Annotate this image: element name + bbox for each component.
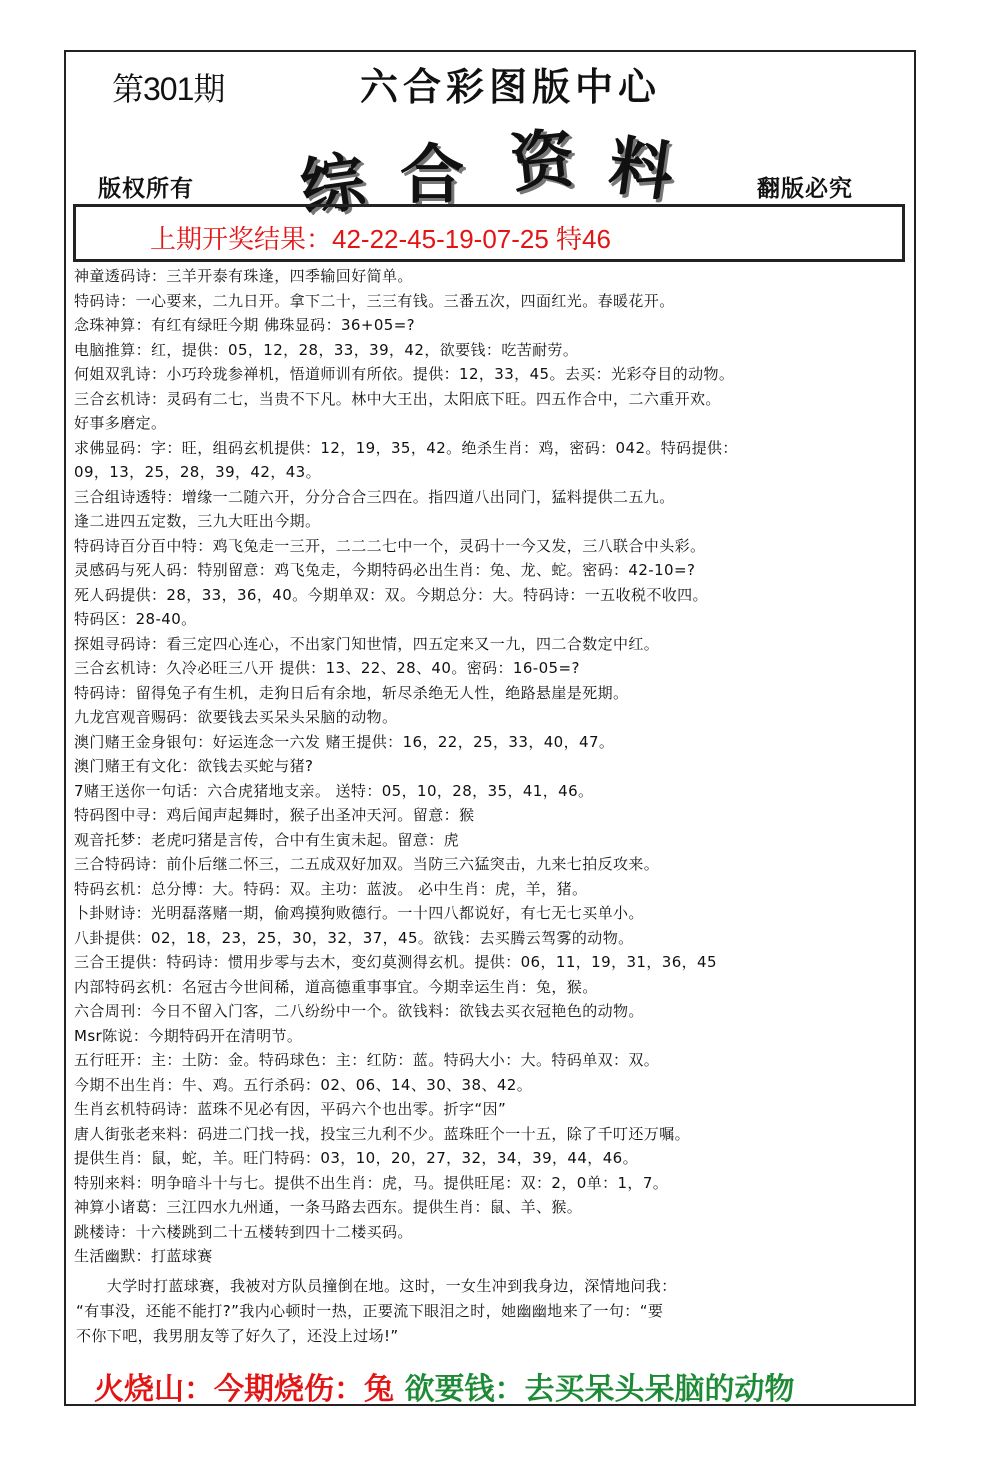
masthead-title: 六合彩图版中心: [360, 64, 662, 109]
tip-line: 特码诗：留得兔子有生机，走狗日后有余地，斩尽杀绝无人性，绝路悬崖是死期。: [74, 683, 629, 702]
story-line: 大学时打蓝球赛，我被对方队员撞倒在地。这时，一女生冲到我身边，深情地问我：: [76, 1277, 677, 1295]
tip-line: 三合王提供：特码诗：惯用步零与去木，变幻莫测得玄机。提供：06，11，19，31，36，45: [74, 953, 717, 971]
tip-line: 唐人街张老来料：码进二门找一找，投宝三九利不少。蓝珠旺个一十五，除了千叮还万嘱。: [74, 1124, 691, 1143]
tip-line: 念珠神算：有红有绿旺今期 佛珠显码：36+05=?: [74, 316, 416, 334]
tip-line: 死人码提供：28，33，36，40。今期单双：双。今期总分：大。特码诗：一五收税不收四。: [74, 585, 708, 604]
tip-line: 三合玄机诗：灵码有二七，当贵不下凡。林中大王出，太阳底下旺。四五作合中，二六重开欢。: [74, 389, 721, 408]
tip-line: 好事多磨定。: [74, 414, 167, 432]
copyright-label: 版权所有: [98, 175, 194, 202]
footer-burn-text: 火烧山：今期烧伤：兔: [94, 1372, 394, 1407]
tip-line: 何姐双乳诗：小巧玲珑参禅机，悟道师训有所依。提供：12，33，45。去买：光彩夺目的动物。: [74, 365, 735, 383]
tip-line: 澳门赌王金身银句：好运连念一六发 赌王提供：16，22，25，33，40，47。: [74, 732, 615, 751]
tip-line: 三合玄机诗：久冷必旺三八开 提供：13、22、28、40。密码：16-05=?: [74, 659, 580, 677]
issue-number: 第301期: [112, 71, 225, 107]
tip-line: 观音托梦：老虎叼猪是言传，合中有生寅未起。留意：虎: [74, 830, 460, 849]
tip-line: 神童透码诗：三羊开泰有珠逢，四季输回好简单。: [74, 267, 413, 285]
story-line: “有事没，还能不能打?”我内心顿时一热，正要流下眼泪之时，她幽幽地来了一句：“要: [76, 1302, 664, 1320]
tip-line: 跳楼诗：十六楼跳到二十五楼转到四十二楼买码。: [74, 1222, 413, 1241]
tip-line: 三合特码诗：前仆后继二怀三，二五成双好加双。当防三六猛突击，九来七拍反攻来。: [74, 855, 660, 873]
footer-money-text: 欲要钱：去买呆头呆脑的动物: [394, 1372, 795, 1407]
tip-line: 八卦提供：02，18，23，25，30，32，37，45。欲钱：去买腾云驾雾的动物。: [74, 928, 634, 947]
tip-line: 09，13，25，28，39，42，43。: [74, 463, 322, 481]
tip-line: 生活幽默：打蓝球赛: [74, 1247, 213, 1265]
tip-line: 卜卦财诗：光明磊落赌一期，偷鸡摸狗败德行。一十四八都说好，有七无七买单小。: [74, 904, 644, 922]
last-result-box: [73, 204, 905, 262]
tip-line: 特码图中寻：鸡后闻声起舞时，猴子出圣冲天河。留意：猴: [74, 806, 475, 824]
tip-line: 特码玄机：总分博：大。特码：双。主功：蓝波。 必中生肖：虎，羊，猪。: [74, 879, 588, 898]
big-title: [295, 112, 720, 228]
big-title-char: 资: [506, 120, 579, 203]
tip-line: 求佛显码：字：旺，组码玄机提供：12，19，35，42。绝杀生肖：鸡，密码：042。特码提供：: [74, 438, 738, 457]
footer-banner: [94, 1364, 794, 1408]
tip-line: Msr陈说：今期特码开在清明节。: [74, 1026, 303, 1045]
tip-line: 提供生肖：鼠，蛇，羊。旺门特码：03，10，20，27，32，34，39，44，46。: [74, 1149, 638, 1167]
tip-line: 内部特码玄机：名冠古今世间稀，道高德重事事宜。今期幸运生肖：兔，猴。: [74, 977, 598, 996]
big-title-char: 合: [400, 138, 464, 213]
tip-line: 九龙宫观音赐码：欲要钱去买呆头呆脑的动物。: [74, 708, 398, 726]
story-line: 不你下吧，我男朋友等了好久了，还没上过场!”: [76, 1327, 399, 1345]
tip-line: 特码诗：一心要来，二九日开。拿下二十，三三有钱。三番五次，四面红光。春暖花开。: [74, 291, 675, 310]
tip-line: 五行旺开：主：土防：金。特码球色：主：红防：蓝。特码大小：大。特码单双：双。: [74, 1051, 660, 1069]
tip-line: 神算小诸葛：三江四水九州通，一条马路去西东。提供生肖：鼠、羊、猴。: [74, 1198, 583, 1216]
tip-line: 特码诗百分百中特：鸡飞兔走一三开，二二二七中一个，灵码十一今又发，三八联合中头彩。: [74, 536, 706, 555]
tip-line: 7赌王送你一句话：六合虎猪地支亲。 送特：05，10，28，35，41，46。: [74, 781, 594, 800]
big-title-char: 料: [604, 127, 679, 212]
tip-line: 生肖玄机特码诗：蓝珠不见必有因，平码六个也出零。折字“因”: [74, 1100, 507, 1118]
tips-list: [74, 264, 906, 1269]
tip-line: 特码区：28-40。: [74, 610, 197, 628]
tip-line: 六合周刊：今日不留入门客，二八纷纷中一个。欲钱料：欲钱去买衣冠艳色的动物。: [74, 1002, 644, 1020]
no-reprint-label: 翻版必究: [757, 175, 853, 202]
big-title-char: 综: [295, 143, 370, 228]
tip-line: 三合组诗透特：增缘一二随六开，分分合合三四在。指四道八出同门，猛料提供二五九。: [74, 487, 675, 506]
tip-line: 电脑推算：红，提供：05，12，28，33，39，42，欲要钱：吃苦耐劳。: [74, 340, 579, 359]
tip-line: 特别来料：明争暗斗十与七。提供不出生肖：虎，马。提供旺尾：双：2，0单：1，7。: [74, 1173, 669, 1192]
tip-line: 灵感码与死人码：特别留意：鸡飞兔走，今期特码必出生肖：兔、龙、蛇。密码：42-10=?: [74, 561, 696, 579]
last-result-text: 上期开奖结果：42-22-45-19-07-25 特46: [150, 224, 611, 254]
tip-line: 澳门赌王有文化：欲钱去买蛇与猪?: [74, 757, 314, 775]
tip-line: 逢二进四五定数，三九大旺出今期。: [74, 512, 321, 530]
tip-line: 探姐寻码诗：看三定四心连心，不出家门知世情，四五定来又一九，四二合数定中红。: [74, 634, 660, 653]
humor-story: [76, 1274, 896, 1349]
tip-line: 今期不出生肖：牛、鸡。五行杀码：02、06、14、30、38、42。: [74, 1075, 533, 1094]
